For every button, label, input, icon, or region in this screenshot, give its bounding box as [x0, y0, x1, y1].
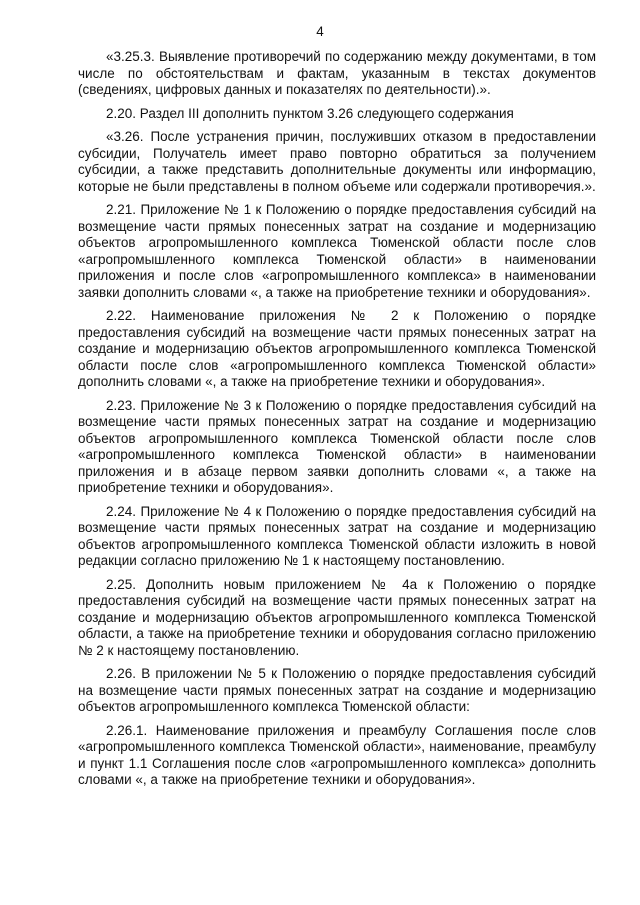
paragraph-2-23: 2.23. Приложение № 3 к Положению о порядке предоставления субсидий на возмещение части прямых понесенных затрат на создание и модернизацию объектов агропромышленного комплекса Тюменской области после слов «агропромышленного комплекса Тюменской области» в наименовании приложения и в абзаце первом заявки дополнить словами «, а также на приобретение техники и оборудования».: [78, 397, 596, 495]
paragraph-3-26: «3.26. После устранения причин, послуживших отказом в предоставлении субсидии, Получатель имеет право повторно обратиться за получением субсидии, а также представить дополнительные документы или информацию, которые не были представлены в полном объеме или содержали противоречия.».: [78, 129, 596, 194]
paragraph-2-24: 2.24. Приложение № 4 к Положению о порядке предоставления субсидий на возмещение части прямых понесенных затрат на создание и модернизацию объектов агропромышленного комплекса Тюменской области изложить в новой редакции согласно приложению № 1 к настоящему постановлению.: [78, 503, 596, 568]
paragraph-2-22: 2.22. Наименование приложения № 2 к Положению о порядке предоставления субсидий на возмещение части прямых понесенных затрат на создание и модернизацию объектов агропромышленного комплекса Тюменской области после слов «агропромышленного комплекса Тюменской области» дополнить словами «, а также на приобретение техники и оборудования».: [78, 308, 596, 389]
paragraph-3-25-3: «3.25.3. Выявление противоречий по содержанию между документами, в том числе по обстоятельствам и фактам, указанным в текстах документов (сведениях, цифровых данных и показателях по деятельности).».: [78, 49, 596, 97]
paragraph-2-21: 2.21. Приложение № 1 к Положению о порядке предоставления субсидий на возмещение части прямых понесенных затрат на создание и модернизацию объектов агропромышленного комплекса Тюменской области после слов «агропромышленного комплекса Тюменской области» в наименовании приложения и после слов «агропромышленного комплекса» в наименовании заявки дополнить словами «, а также на приобретение техники и оборудования».: [78, 202, 596, 300]
page-number: 4: [316, 24, 324, 39]
paragraph-2-26-1: 2.26.1. Наименование приложения и преамбулу Соглашения после слов «агропромышленного комплекса Тюменской области», наименование, преамбулу и пункт 1.1 Соглашения после слов «агропромышленного комплекса» дополнить словами «, а также на приобретение техники и оборудования».: [78, 722, 596, 787]
paragraph-2-20: 2.20. Раздел III дополнить пунктом 3.26 следующего содержания: [106, 105, 514, 121]
document-body: [78, 49, 596, 796]
paragraph-2-25: 2.25. Дополнить новым приложением № 4а к Положению о порядке предоставления субсидий на возмещение части прямых понесенных затрат на создание и модернизацию объектов агропромышленного комплекса Тюменской области, а также на приобретение техники и оборудования согласно приложению № 2 к настоящему постановлению.: [78, 576, 596, 658]
paragraph-2-26: 2.26. В приложении № 5 к Положению о порядке предоставления субсидий на возмещение части прямых понесенных затрат на создание и модернизацию объектов агропромышленного комплекса Тюменской области:: [78, 666, 596, 714]
